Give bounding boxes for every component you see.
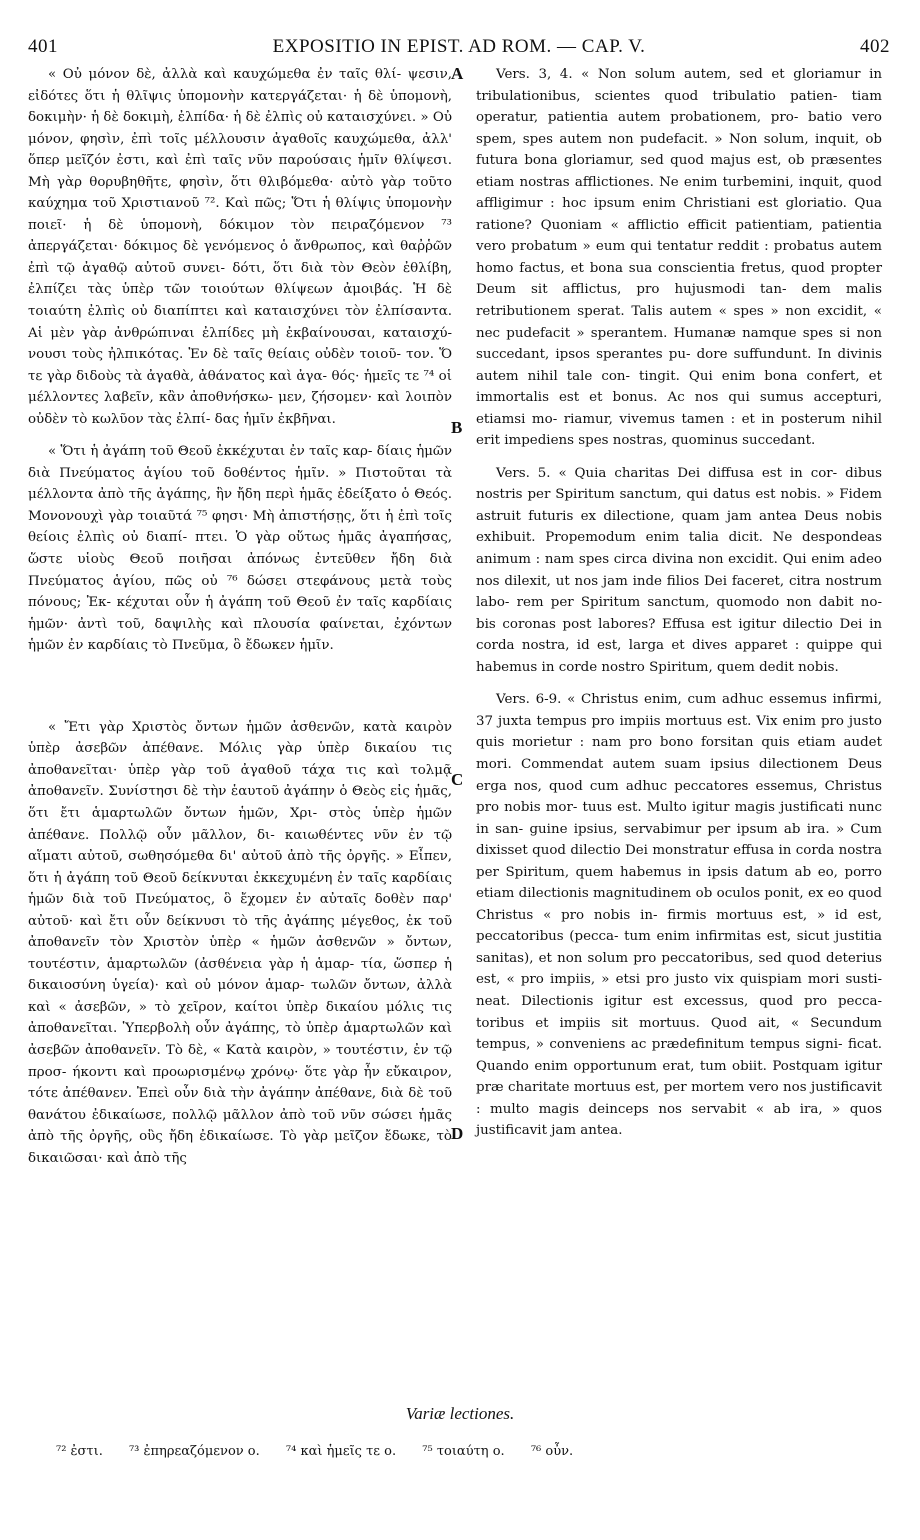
greek-paragraph: « Οὐ μόνον δὲ, ἀλλὰ καὶ καυχώμεθα ἐν ταῖς θλί- ψεσιν, εἰδότες ὅτι ἡ θλῖψις ὑπομονὴν κατεργάζεται· ἡ δὲ ὑπομονὴ, δοκιμὴν· ἡ δὲ δοκιμὴ, ἐλπίδα· ἡ δὲ ἐλπὶς οὐ καταισχύνει. » Οὐ μόνον, φησὶν, ἐπὶ τοῖς μέλλουσιν ἀγαθοῖς καυχώμεθα, ἀλλ' ὅπερ μεῖζόν ἐστι, καὶ ἐπὶ ταῖς νῦν παρούσαις ἡμῖν θλίψεσι. Μὴ γὰρ θορυβηθῆτε, φησὶν, ὅτι θλιβόμεθα· αὐτὸ γὰρ τοῦτο καύχημα τοῦ Χριστιανοῦ ⁷². Καὶ πῶς; Ὅτι ἡ θλίψις ὑπομονὴν ποιεῖ· ἡ δὲ ὑπομονὴ, δόκιμον τὸν πειραζόμενον ⁷³ ἀπεργάζεται· δόκιμος δὲ γενόμενος ὁ ἄνθρωπος, καὶ θαῤῥῶν ἐπὶ τῷ ἀγαθῷ αὐτοῦ συνει- δότι, ὅτι διὰ τὸν Θεὸν ἐθλίβη, ἐλπίζει τὰς ὑπὲρ τῶν τοιούτων θλίψεων ἀμοιβάς. Ἡ δὲ τοιαύτη ἐλπὶς οὐ διαπίπτει καὶ καταισχύνει τὸν ἐλπίσαντα. Αἱ μὲν γὰρ ἀνθρώπιναι ἐλπίδες μὴ ἐκβαίνουσαι, καταισχύ- νουσι τοὺς ἠλπικότας. Ἐν δὲ ταῖς θείαις οὐδὲν τοιοῦ- τον. Ὅ τε γὰρ διδοὺς τὰ ἀγαθὰ, ἀθάνατος καὶ ἀγα- θός· ἡμεῖς τε ⁷⁴ οἱ μέλλοντες λαβεῖν, κἂν ἀποθνήσκω- μεν, ζήσομεν· καὶ λοιπὸν οὐδὲν τὸ κωλῦον τὰς ἐλπί- δας ἡμῖν ἐκβῆναι. xyxy=(28,67,452,427)
variant-note: ⁷⁵ τοιαύτη ο. xyxy=(422,1444,505,1459)
greek-column xyxy=(28,64,452,1169)
margin-letter-c: C xyxy=(451,770,464,789)
margin-letter-a: A xyxy=(451,64,464,83)
running-header xyxy=(28,36,890,60)
margin-letter-d: D xyxy=(451,1124,464,1143)
variant-note: ⁷³ ἐπηρεαζόμενον ο. xyxy=(128,1444,260,1459)
running-title: EXPOSITIO IN EPIST. AD ROM. — CAP. V. xyxy=(272,36,646,57)
margin-letter-b: B xyxy=(451,418,463,437)
page-number-right: 402 xyxy=(860,36,890,57)
variant-note: ⁷⁴ καὶ ἡμεῖς τε ο. xyxy=(285,1444,397,1459)
variae-heading: Variæ lectiones. xyxy=(405,1404,515,1423)
greek-paragraph: « Ἔτι γὰρ Χριστὸς ὄντων ἡμῶν ἀσθενῶν, κατὰ καιρὸν ὑπὲρ ἀσεβῶν ἀπέθανε. Μόλις γὰρ ὑπὲρ δικαίου τις ἀποθανεῖται· ὑπὲρ γὰρ τοῦ ἀγαθοῦ τάχα τις καὶ τολμᾷ ἀποθανεῖν. Συνίστησι δὲ τὴν ἑαυτοῦ ἀγάπην ὁ Θεὸς εἰς ἡμᾶς, ὅτι ἔτι ἁμαρτωλῶν ὄντων ἡμῶν, Χρι- στὸς ὑπὲρ ἡμῶν ἀπέθανε. Πολλῷ οὖν μᾶλλον, δι- καιωθέντες νῦν ἐν τῷ αἵματι αὐτοῦ, σωθησόμεθα δι' αὐτοῦ ἀπὸ τῆς ὀργῆς. » Εἶπεν, ὅτι ἡ ἀγάπη τοῦ Θεοῦ δείκνυται ἐκκεχυμένη ἐν ταῖς καρδίαις ἡμῶν διὰ τοῦ Πνεύματος, ὃ ἔχομεν ἐν αὐταῖς δοθὲν παρ' αὐτοῦ· καὶ ἔτι οὖν δείκνυσι τὸ τῆς ἀγάπης μέγεθος, ἐκ τοῦ ἀποθανεῖν τὸν Χριστὸν ὑπὲρ « ἡμῶν ἀσθενῶν » ὄντων, τουτέστιν, ἁμαρτωλῶν (ἀσθένεια γὰρ ἡ ἁμαρ- τία, ὥσπερ ἡ δικαιοσύνη ὑγεία)· καὶ οὐ μόνον ἁμαρ- τωλῶν ὄντων, ἀλλὰ καὶ « ἀσεβῶν, » τὸ χεῖρον, καίτοι ὑπὲρ δικαίου μόλις τις ἀποθανεῖται. Ὑπερβολὴ οὖν ἀγάπης, τὸ ὑπὲρ ἁμαρτωλῶν καὶ ἀσεβῶν ἀποθανεῖν. Τὸ δὲ, « Κατὰ καιρὸν, » τουτέστιν, ἐν τῷ προσ- ήκοντι καὶ προωρισμένῳ χρόνῳ· ὅτε γὰρ ἦν εὔκαιρον, τότε ἀπέθανεν. Ἐπεὶ οὖν διὰ τὴν ἀγάπην ἀπέθανε, διὰ δὲ τοῦ θανάτου ἐδικαίωσε, πολλῷ μᾶλλον ἀπὸ τοῦ νῦν σώσει ἡμᾶς ἀπὸ τῆς ὀργῆς, οὓς ἤδη ἐδικαίωσε. Τὸ γὰρ μεῖζον ἔδωκε, τὸ δικαιῶσαι· καὶ ἀπὸ τῆς xyxy=(28,719,452,1166)
latin-column xyxy=(476,64,882,1142)
variae-notes xyxy=(56,1444,890,1459)
latin-paragraph: Vers. 6-9. « Christus enim, cum adhuc essemus infirmi, 37 juxta tempus pro impiis mortuus est. Vix enim pro justo quis morietur : nam pro bono forsitan quis etiam audet mori. Commendat autem suam ipsius dilectionem Deus erga nos, quod cum adhuc peccatores essemus, Christus pro nobis mor- tuus est. Multo igitur magis justificati nunc in san- guine ipsius, servabimur per ipsum ab ira. » Cum dixisset quod dilectio Dei monstratur effusa in corda nostra per Spiritum, quem habemus in ipsis datum ab eo, porro etiam dilectionis magnitudinem ob oculos ponit, ex eo quod Christus « pro nobis in- firmis mortuus est, » id est, peccatoribus (pecca- tum enim infirmitas est, sicut justitia sanitas), et non solum pro peccatoribus, sed quod deterius est, « pro impiis, » etsi pro justo vix quispiam mori susti- neat. Dilectionis igitur est excessus, quod pro pecca- toribus et impiis sit mortuus. Quod ait, « Secundum tempus, » conveniens ac prædefinitum tempus signi- ficat. Quando enim opportunum erat, tum obiit. Postquam igitur præ charitate mortuus est, per mortem vero nos justificavit : multo magis deinceps nos servabit « ab ira, » quos justificavit jam antea. xyxy=(476,692,882,1139)
latin-paragraph: Vers. 3, 4. « Non solum autem, sed et gloriamur in tribulationibus, scientes quod tribulatio patien- tiam operatur, patientia autem probationem, pro- batio vero spem, spes autem non pudefacit. » Non solum, inquit, ob futura bona gloriamur, sed quod majus est, ob præsentes etiam nostras afflictiones. Ne enim turbemini, inquit, quod affligimur : hoc ipsum enim Christiani est gloriatio. Qua ratione? Quoniam « afflictio efficit patientiam, patientia vero probatum » eum qui tentatur reddit : probatus autem homo factus, et bona sua conscientia fretus, quod propter Deum sit afflictus, pro hujusmodi tan- dem malis retributionem sperat. Talis autem « spes » non excidit, « nec pudefacit » sperantem. Humanæ namque spes si non succedant, ipsos sperantes pu- dore suffundunt. In divinis autem nihil tale con- tingit. Qui enim bona confert, et immortalis est et bonus. Ac nos qui sumus accepturi, etiamsi mo- riamur, vivemus tamen : et in posterum nihil erit impediens spes nostras, quominus succedant. xyxy=(476,67,882,449)
variant-note: ⁷⁶ οὖν. xyxy=(530,1444,574,1459)
latin-paragraph: Vers. 5. « Quia charitas Dei diffusa est in cor- dibus nostris per Spiritum sanctum, qui datus est nobis. » Fidem astruit futuris ex dilectione, quam jam antea Deus nobis exhibuit. Propemodum enim talia dicit. Ne despondeas animum : nam spes circa divina non excidit. Qui enim adeo nos dilexit, ut nos jam inde filios Dei faceret, citra nostrum labo- rem per Spiritum sanctum, quomodo non dabit no- bis coronas post labores? Effusa est igitur dilectio Dei in corda nostra, id est, larga et dives apparet : quippe qui habemus in corde nostro Spiritum, quem dedit nobis. xyxy=(476,465,882,675)
variant-note: ⁷² ἐστι. xyxy=(56,1444,103,1459)
greek-paragraph: « Ὅτι ἡ ἀγάπη τοῦ Θεοῦ ἐκκέχυται ἐν ταῖς καρ- δίαις ἡμῶν διὰ Πνεύματος ἁγίου τοῦ δοθέντος ἡμῖν. » Πιστοῦται τὰ μέλλοντα ἀπὸ τῆς ἀγάπης, ἣν ἤδη περὶ ἡμᾶς ἐδείξατο ὁ Θεός. Μονονουχὶ γὰρ τοιαῦτά ⁷⁵ φησι· Μὴ ἀπιστήσῃς, ὅτι ἡ ἐπὶ τοῖς θείοις ἐλπὶς οὐ διαπί- πτει. Ὁ γὰρ οὕτως ἡμᾶς ἀγαπήσας, ὥστε υἱοὺς Θεοῦ ποιῆσαι ἀπόνως ἐντεῦθεν ἤδη διὰ Πνεύματος ἁγίου, πῶς οὐ ⁷⁶ δώσει στεφάνους μετὰ τοὺς πόνους; Ἐκ- κέχυται οὖν ἡ ἀγάπη τοῦ Θεοῦ ἐν ταῖς καρδίαις ἡμῶν· ἀντὶ τοῦ, δαψιλὴς καὶ πλουσία φαίνεται, ἐχόντων ἡμῶν ἐν καρδίαις τὸ Πνεῦμα, ὃ ἔδωκεν ἡμῖν. xyxy=(28,444,452,654)
page-number-left: 401 xyxy=(28,36,58,57)
